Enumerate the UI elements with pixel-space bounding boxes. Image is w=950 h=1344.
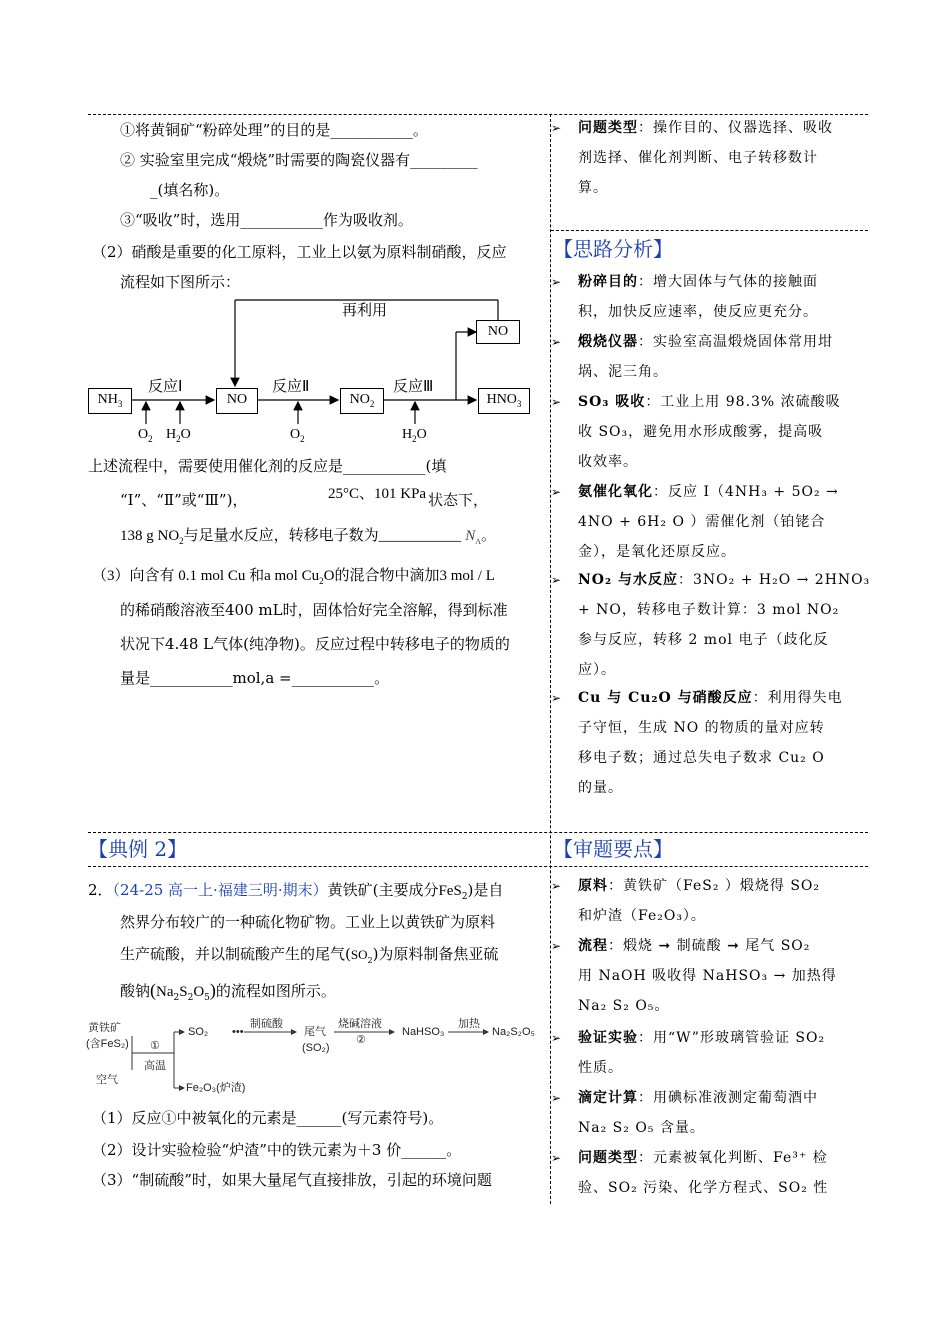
tail-gas-sub-label: (SO₂)	[302, 1042, 330, 1054]
analysis-4-l3: 金），是氧化还原反应。	[578, 544, 736, 560]
q2-line-5	[120, 526, 496, 552]
q2-na-sub: A	[475, 537, 481, 546]
q3-l3-c: 气体(纯净物)。反应过程中转移电子的物质的	[213, 635, 510, 653]
hno3-label: HNO	[486, 392, 517, 407]
bullet-arrow-icon: ➢	[551, 939, 562, 953]
nahso3-label: NaHSO₃	[402, 1026, 445, 1038]
nh3-sub: 3	[117, 398, 123, 409]
q2-mass: 138 g NO	[120, 528, 180, 544]
h2oa-sub: 2	[176, 433, 181, 444]
analysis-1-text: ：增大固体与气体的接触面	[638, 274, 818, 290]
reaction-2-label: 反应Ⅱ	[272, 379, 310, 395]
formula-na-sub: 2	[173, 993, 180, 1003]
reaction-1-label: 反应Ⅰ	[148, 379, 183, 395]
analysis-2-l2: 埚、泥三角。	[578, 364, 668, 380]
bullet-arrow-icon: ➢	[551, 121, 562, 135]
no2-label: NO	[349, 392, 370, 407]
q1-line-4: ③“吸收”时，选用___________作为吸收剂。	[120, 211, 413, 229]
problem-l4-b: 的流程如图所示。	[215, 982, 336, 1000]
analysis-2	[578, 332, 833, 352]
review-3-text: ：用“W”形玻璃管验证 SO₂	[638, 1030, 826, 1046]
pyrite-label: 黄铁矿	[88, 1022, 121, 1034]
no2-sub: 2	[369, 398, 375, 409]
problem-l3-b: )为原料制备焦亚硫	[372, 945, 499, 963]
review-4-text: ：用碘标准液测定葡萄酒中	[638, 1090, 818, 1106]
problem-2-q1: （1）反应①中被氧化的元素是______(写元素符号)。	[92, 1109, 444, 1127]
q2-line-5-text: 与足量水反应，转移电子数为___________	[183, 528, 462, 544]
analysis-3-bold: SO₃ 吸收	[578, 394, 646, 410]
problem-2-line-1	[88, 880, 503, 907]
note-question-type-l2: 剂选择、催化剂判断、电子转移数计	[578, 150, 818, 166]
formula-na: Na	[156, 984, 174, 1000]
q1-line-2: ② 实验室里完成“煅烧”时需要的陶瓷仪器有_________	[120, 151, 478, 169]
bullet-arrow-icon: ➢	[551, 335, 562, 349]
q3-l2-b: 400 mL	[225, 601, 283, 619]
note-question-type	[578, 118, 833, 138]
step-1-label: ①	[150, 1040, 160, 1052]
q3-line-4: 量是___________mol,a =___________。	[120, 669, 390, 687]
analysis-6-l3: 移电子数；通过总失电子数求 Cu₂ O	[578, 750, 825, 766]
h2ob-sub: 2	[412, 433, 417, 444]
o2-input-1	[138, 426, 153, 448]
formula-o: O	[193, 984, 205, 1000]
o2-input-2	[290, 426, 305, 448]
problem-2-line-3	[120, 944, 498, 971]
analysis-1-l2: 积，加快反应速率，使反应更充分。	[578, 304, 818, 320]
bullet-arrow-icon: ➢	[551, 879, 562, 893]
nh3-label: NH	[97, 392, 118, 407]
review-4-l2: Na₂ S₂ O₅ 含量。	[578, 1120, 705, 1136]
analysis-6-bold: Cu 与 Cu₂O 与硝酸反应	[578, 690, 753, 706]
problem-fes2: FeS	[438, 883, 462, 899]
review-2-text: ：煅烧 ➞ 制硫酸 ➞ 尾气 SO₂	[608, 938, 811, 954]
analysis-4-text: ：反应 I（4NH₃ + 5O₂ →	[653, 484, 839, 500]
h2ob-end: O	[416, 427, 427, 442]
analysis-4	[578, 482, 839, 502]
problem-number: 2．	[88, 881, 113, 899]
no-box	[216, 388, 258, 414]
q3-l3-b: 4.48 L	[165, 635, 214, 653]
middle-divider	[88, 832, 868, 833]
analysis-5-l2: + NO，转移电子数计算：3 mol NO₂	[578, 602, 840, 618]
note-question-type-l3: 算。	[578, 180, 608, 196]
analysis-6-l4: 的量。	[578, 780, 623, 796]
q2-na-symbol: N	[465, 528, 476, 544]
review-5-text: ：元素被氧化判断、Fe³⁺ 检	[638, 1150, 828, 1166]
review-3-bold: 验证实验	[578, 1030, 638, 1046]
review-4	[578, 1088, 818, 1108]
h2oa-end: O	[180, 427, 191, 442]
bullet-arrow-icon: ➢	[551, 1091, 562, 1105]
pyrite-sub-label: (含FeS₂)	[86, 1038, 129, 1050]
review-3	[578, 1028, 825, 1048]
ellipsis-label: •••	[232, 1026, 244, 1038]
h2o-input-2	[402, 426, 427, 448]
o2b-text: O	[290, 427, 301, 442]
analysis-3-l2: 收 SO₃，避免用水形成酸雾，提高吸	[578, 424, 824, 440]
q3-l1-b: a mol Cu	[264, 568, 320, 584]
q2-line-1: （2）硝酸是重要的化工原料，工业上以氨为原料制硝酸，反应	[92, 243, 507, 261]
h2oa-text: H	[166, 427, 177, 442]
review-2-l3: Na₂ S₂ O₅。	[578, 998, 670, 1014]
q3-l1-a: （3）向含有 0.1 mol Cu 和	[92, 568, 265, 584]
make-sulfuric-label: 制硫酸	[250, 1018, 283, 1030]
q2-condition: 25°C、101 KPa	[328, 486, 427, 502]
analysis-3	[578, 392, 841, 412]
top-divider	[88, 114, 868, 115]
q3-l1-c: 2	[319, 576, 324, 586]
problem-2-line-4: 酸钠$(Na_2S_2O_5)$的流程如图所示。	[120, 980, 336, 1003]
formula-s: S	[179, 984, 188, 1000]
q2-line-2: 流程如下图所示：	[120, 273, 241, 291]
formula-s-sub: 2	[187, 993, 194, 1003]
h2o-input-1	[166, 426, 191, 448]
bullet-arrow-icon: ➢	[551, 691, 562, 705]
review-2	[578, 936, 810, 956]
analysis-4-bold: 氨催化氧化	[578, 484, 653, 500]
problem-2-q3: （3）“制硫酸”时，如果大量尾气直接排放，引起的环境问题	[92, 1171, 492, 1189]
q3-line-3	[120, 634, 510, 654]
analysis-5-l4: 应）。	[578, 662, 616, 678]
hno3-sub: 3	[516, 398, 522, 409]
o2b-sub: 2	[300, 433, 305, 444]
reaction-3-label: 反应Ⅲ	[393, 379, 434, 395]
analysis-5-bold: NO₂ 与水反应	[578, 572, 678, 588]
analysis-6	[578, 688, 843, 708]
analysis-6-text: ：利用得失电	[752, 690, 843, 706]
q2-mass-sub: 2	[179, 536, 184, 546]
q3-l1-f: 3 mol / L	[439, 568, 495, 584]
problem-fes2-sub: 2	[461, 892, 468, 902]
review-3-l2: 性质。	[578, 1060, 623, 1076]
review-points-header: 【审题要点】	[553, 837, 673, 861]
analysis-2-bold: 煅烧仪器	[578, 334, 638, 350]
q2-line-4a: “Ⅰ”、“Ⅱ”或“Ⅲ”)，	[120, 491, 248, 509]
problem-so2-sub: 2	[367, 956, 373, 965]
analysis-2-text: ：实验室高温煅烧固体常用坩	[638, 334, 833, 350]
review-4-bold: 滴定计算	[578, 1090, 638, 1106]
analysis-3-l3: 收效率。	[578, 454, 638, 470]
problem-so2: SO	[350, 947, 368, 962]
problem-l1-end: )是自	[467, 881, 504, 899]
bullet-arrow-icon: ➢	[551, 485, 562, 499]
analysis-1	[578, 272, 818, 292]
nh3-box	[88, 388, 132, 414]
q3-l2-a: 的稀硝酸溶液至	[120, 601, 226, 619]
analysis-5-text: ：3NO₂ + H₂O → 2HNO₃	[678, 572, 871, 588]
reuse-label: 再利用	[342, 303, 388, 319]
q3-l3-a: 状况下	[120, 635, 166, 653]
heat-label: 加热	[458, 1018, 480, 1030]
problem-l4-a: 酸钠	[120, 982, 151, 1000]
review-5-bold: 问题类型	[578, 1150, 638, 1166]
q3-l2-c: 时，固体恰好完全溶解，得到标准	[282, 601, 508, 619]
bullet-arrow-icon: ➢	[551, 1031, 562, 1045]
product-label: Na₂S₂O₅	[492, 1026, 535, 1038]
q2-line-4c: 状态下，	[428, 491, 489, 509]
air-label: 空气	[96, 1074, 118, 1086]
q3-line-2	[120, 600, 508, 620]
example-divider	[88, 866, 868, 867]
high-temp-label: 高温	[144, 1060, 166, 1072]
review-1-text: ：黄铁矿（FeS₂ ）煅烧得 SO₂	[608, 878, 821, 894]
q3-l1-d: O	[323, 568, 335, 584]
step-2-label: ②	[356, 1034, 366, 1046]
no-label: NO	[226, 392, 248, 407]
review-5	[578, 1148, 828, 1168]
problem-l3-a: 生产硫酸，并以制硫酸产生的尾气(	[120, 945, 351, 963]
review-2-l2: 用 NaOH 吸收得 NaHSO₃ → 加热得	[578, 968, 837, 984]
bullet-arrow-icon: ➢	[551, 275, 562, 289]
hno3-box	[478, 388, 530, 414]
no-top-label: NO	[487, 324, 509, 339]
o2a-text: O	[138, 427, 149, 442]
bullet-arrow-icon: ➢	[551, 573, 562, 587]
q1-line-1: ①将黄铜矿“粉碎处理”的目的是___________。	[120, 121, 428, 139]
analysis-header: 【思路分析】	[553, 237, 673, 261]
caustic-soda-label: 烧碱溶液	[338, 1018, 382, 1030]
no-top-box	[476, 320, 520, 344]
review-5-l2: 验、SO₂ 污染、化学方程式、SO₂ 性	[578, 1180, 829, 1196]
note-question-type-text: ：操作目的、仪器选择、吸收	[638, 120, 833, 136]
analysis-divider	[551, 230, 868, 231]
analysis-5-l3: 参与反应，转移 2 mol 电子（歧化反	[578, 632, 829, 648]
analysis-3-text: ：工业上用 98.3% 浓硫酸吸	[645, 394, 841, 410]
q2-line-5-end: 。	[480, 528, 496, 544]
review-2-bold: 流程	[578, 938, 608, 954]
o2a-sub: 2	[148, 433, 153, 444]
review-1	[578, 876, 820, 896]
review-1-l2: 和炉渣（Fe₂O₃）。	[578, 908, 706, 924]
review-1-bold: 原料	[578, 878, 608, 894]
no2-box	[340, 388, 384, 414]
problem-2-q2: （2）设计实验检验“炉渣”中的铁元素为＋3 价______。	[92, 1141, 462, 1159]
example-2-header: 【典例 2】	[88, 837, 188, 861]
slag-label: Fe₂O₃(炉渣)	[186, 1082, 246, 1094]
problem-source: （24-25 高一上·福建三明·期末）	[112, 881, 328, 899]
note-question-type-bold: 问题类型	[578, 120, 638, 136]
bullet-arrow-icon: ➢	[551, 1151, 562, 1165]
bullet-arrow-icon: ➢	[551, 395, 562, 409]
analysis-5	[578, 570, 870, 590]
h2ob-text: H	[402, 427, 413, 442]
problem-2-line-2: 然界分布较广的一种硫化物矿物。工业上以黄铁矿为原料	[120, 913, 496, 931]
analysis-1-bold: 粉碎目的	[578, 274, 638, 290]
q3-l1-e: 的混合物中滴加	[334, 568, 440, 584]
q1-line-3: _(填名称)。	[150, 181, 230, 199]
analysis-4-l2: 4NO + 6H₂ O ）需催化剂（铂铑合	[578, 514, 826, 530]
tail-gas-label: 尾气	[304, 1026, 326, 1038]
q3-line-1	[92, 566, 495, 591]
formula-o-sub: 5	[204, 993, 210, 1003]
analysis-6-l2: 子守恒，生成 NO 的物质的量对应转	[578, 720, 825, 736]
so2-label: SO₂	[188, 1026, 209, 1038]
problem-l1-text: 黄铁矿(主要成分	[327, 881, 439, 899]
q2-line-3: 上述流程中，需要使用催化剂的反应是___________(填	[88, 457, 447, 475]
